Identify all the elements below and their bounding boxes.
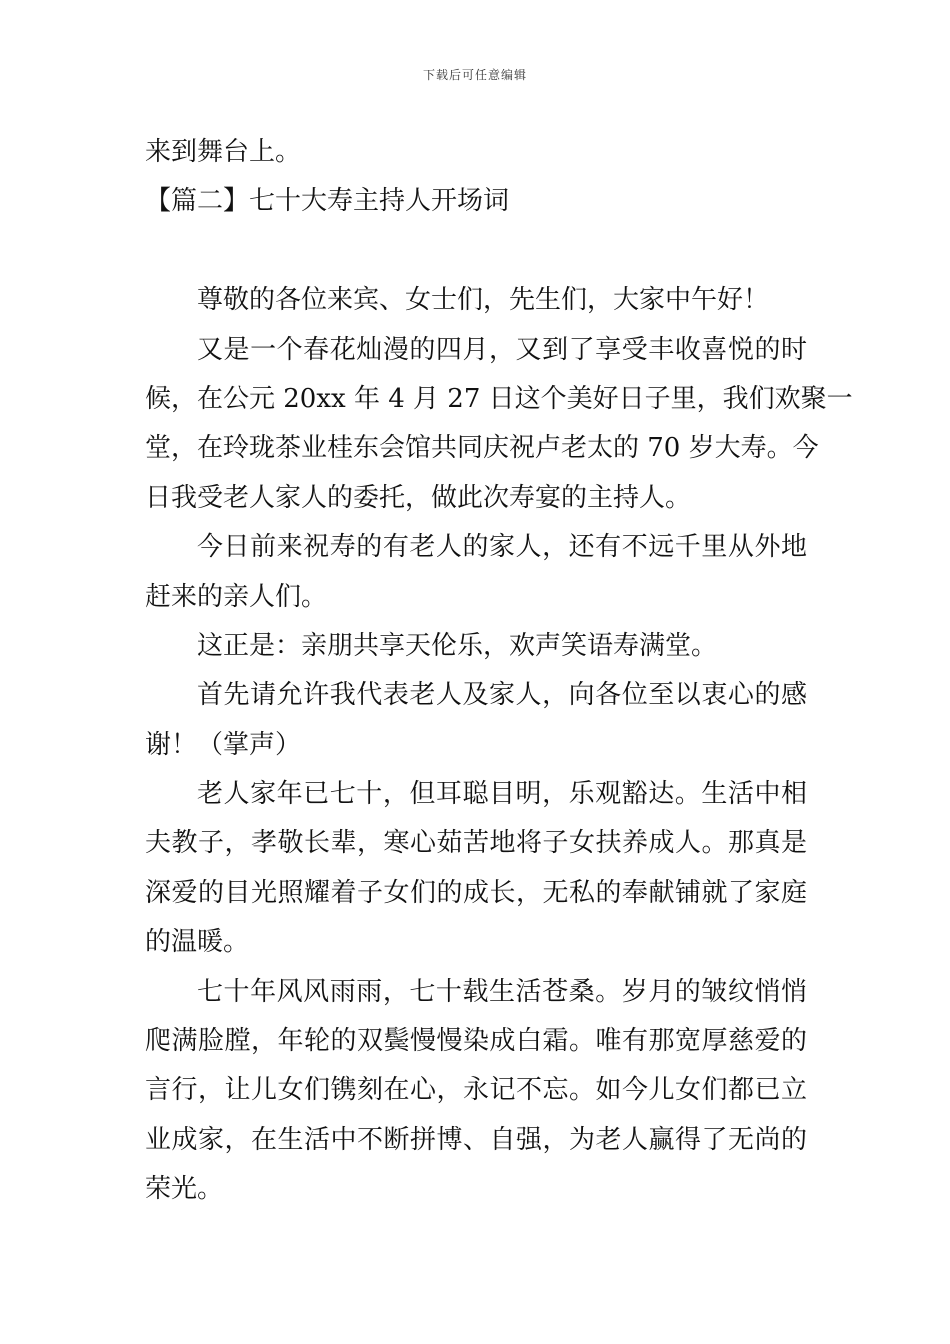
text-line: 这正是：亲朋共享天伦乐，欢声笑语寿满堂。 xyxy=(197,630,718,661)
text-line: 的温暖。 xyxy=(145,927,250,958)
text-line: 堂，在玲珑茶业桂东会馆共同庆祝卢老太的 70 岁大寿。今 xyxy=(145,433,819,464)
blank-line xyxy=(145,227,807,276)
text-line: 谢！（掌声） xyxy=(145,729,302,760)
text-line: 七十年风风雨雨，七十载生活苍桑。岁月的皱纹悄悄 xyxy=(197,976,807,1007)
text-line: 日我受老人家人的委托，做此次寿宴的主持人。 xyxy=(145,482,692,513)
text-line: 候，在公元 20xx 年 4 月 27 日这个美好日子里，我们欢聚一 xyxy=(145,383,853,414)
text-line: 来到舞台上。 xyxy=(145,137,302,167)
header-note: 下载后可任意编辑 xyxy=(422,68,527,82)
text-line: 夫教子，孝敬长辈，寒心茹苦地将子女扶养成人。那真是 xyxy=(145,828,807,859)
text-line: 言行，让儿女们镌刻在心，永记不忘。如今儿女们都已立 xyxy=(145,1075,807,1106)
text-line: 业成家，在生活中不断拼博、自强，为老人赢得了无尚的 xyxy=(145,1124,807,1155)
text-line: 老人家年已七十，但耳聪目明，乐观豁达。生活中相 xyxy=(197,779,807,810)
text-line: 又是一个春花灿漫的四月，又到了享受丰收喜悦的时 xyxy=(197,334,807,365)
text-line: 爬满脸膛，年轮的双鬓慢慢染成白霜。唯有那宽厚慈爱的 xyxy=(145,1026,807,1057)
text-line: 赶来的亲人们。 xyxy=(145,581,328,612)
section-title: 【篇二】七十大寿主持人开场词 xyxy=(145,186,510,217)
text-line: 荣光。 xyxy=(145,1174,224,1205)
document-body xyxy=(145,128,853,1215)
text-line: 首先请允许我代表老人及家人，向各位至以衷心的感 xyxy=(197,680,807,711)
text-line: 今日前来祝寿的有老人的家人，还有不远千里从外地 xyxy=(197,532,807,563)
text-line: 深爱的目光照耀着子女们的成长，无私的奉献铺就了家庭 xyxy=(145,877,807,908)
text-line: 尊敬的各位来宾、女士们，先生们，大家中午好！ xyxy=(197,285,770,316)
